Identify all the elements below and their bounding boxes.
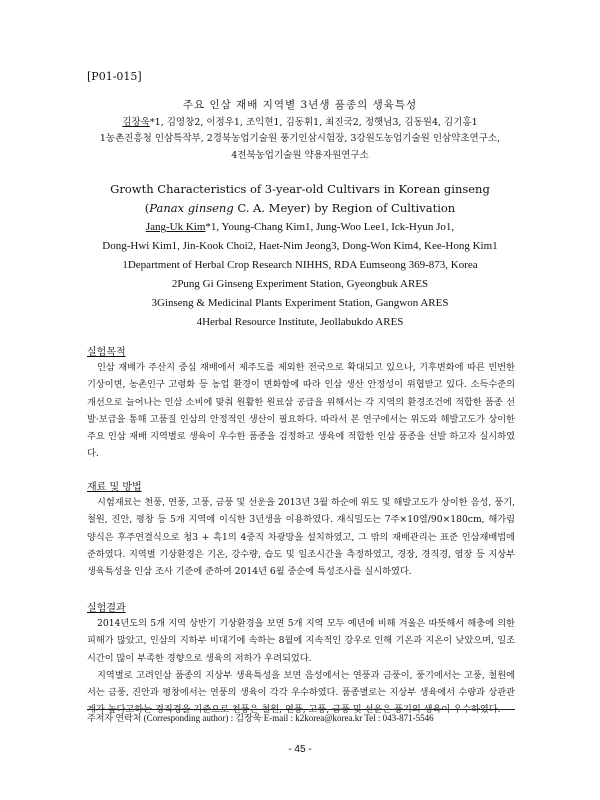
species-name: Panax ginseng — [149, 201, 234, 215]
english-affiliation-1: 1Department of Herbal Crop Research NIHHS, RDA Eumseong 369-873, Korea — [122, 259, 478, 271]
corresponding-author: 주저자 연락처 (Corresponding author) : 김장욱 E-mail : k2korea@korea.kr Tel : 043-871-5546 — [87, 713, 434, 723]
page-number: - 45 - — [288, 744, 312, 755]
english-lead-author: Jang-Uk Kim — [145, 221, 206, 233]
result-text-2: 지역별로 고려인삼 품종의 지상부 생육특성을 보면 음성에서는 연풍과 금풍이, 풍기에서는 고풍, 철원에서는 금풍, 진안과 평창에서는 연풍의 생육이 각각 우수하였다. 품종별로는 지상부 생육에서 수량과 상관관계가 높다고하는 경직경을 기준으로 천풍은 철원, 연풍, 고풍, 금풍 및 선운은 풍기의 생육이 우수하였다. — [87, 669, 515, 716]
footer-divider — [87, 709, 515, 710]
purpose-text: 인삼 재배가 주산지 중심 재배에서 제주도를 제외한 전국으로 확대되고 있으나, 기후변화에 따른 빈번한 기상이변, 농촌인구 고령화 등 농업 환경이 변화함에 따라 인삼 생산 안정성이 위협받고 있다. 소득수준의 개선으로 늘어나는 인삼 소비에 맞춰 원활한 원료삼 공급을 위해서는 각 지역의 환경조건에 적합한 품종 선발·보급을 통해 고품질 인삼의 안정적인 생산이 필요하다. 따라서 본 연구에서는 위도와 해발고도가 상이한 주요 인삼 재배 지역별로 생육이 우수한 품종을 검정하고 생육에 적합한 인삼 품종을 선발 하고자 실시하였다. — [87, 362, 515, 460]
korean-coauthors: *1, 김영창2, 이정우1, 조익현1, 김동휘1, 최진국2, 정햇님3, 김동원4, 김기홍1 — [149, 117, 478, 128]
section-heading-method: 재료 및 방법 — [87, 482, 142, 493]
section-heading-result: 실험결과 — [87, 603, 126, 614]
purpose-paragraph — [87, 359, 515, 463]
english-title-line-2 — [0, 201, 600, 215]
english-authors-line-1 — [0, 221, 600, 233]
title-paren: ( — [144, 201, 150, 215]
english-affiliation-2: 2Pung Gi Ginseng Experiment Station, Gyeongbuk ARES — [171, 278, 429, 290]
korean-authors — [0, 114, 600, 128]
section-heading-purpose: 실험목적 — [87, 347, 126, 358]
title-rest: C. A. Meyer) by Region of Cultivation — [233, 201, 456, 215]
english-affiliation-4: 4Herbal Resource Institute, Jeollabukdo ARES — [196, 316, 404, 328]
korean-title: 주요 인삼 재배 지역별 3년생 품종의 생육특성 — [182, 99, 418, 111]
method-paragraph — [87, 494, 515, 580]
abstract-code: [P01-015] — [87, 70, 142, 83]
english-coauthors-1: *1, Young-Chang Kim1, Jung-Woo Lee1, Ick-Hyun Jo1, — [205, 221, 455, 233]
english-title-line-1: Growth Characteristics of 3-year-old Cultivars in Korean ginseng — [110, 182, 490, 196]
korean-affiliation-2: 4전북농업기술원 약용자원연구소 — [231, 150, 369, 161]
korean-lead-author: 김장욱 — [122, 117, 150, 128]
english-authors-line-2: Dong-Hwi Kim1, Jin-Kook Choi2, Haet-Nim Jeong3, Dong-Won Kim4, Kee-Hong Kim1 — [102, 240, 498, 252]
method-text: 시험재료는 천풍, 연풍, 고풍, 금풍 및 선운을 2013년 3월 하순에 위도 및 해발고도가 상이한 음성, 풍기, 철원, 진안, 평창 등 5개 지역에 이식한 3년생을 이용하였다. 재식밀도는 7주×10열/90×180cm, 해가림 양식은 후주연결식으로 청3 + 흑1의 4중직 차광망을 설치하였고, 그 밖의 재배관리는 표준 인삼재배법에 준하였다. 지역별 기상환경은 기온, 강수량, 습도 및 일조시간을 측정하였고, 경장, 경직경, 엽장 등 지상부 생육특성을 인삼 조사 기준에 준하여 2014년 6월 중순에 특성조사를 실시하였다. — [87, 497, 515, 578]
result-paragraph — [87, 615, 515, 719]
result-text-1: 2014년도의 5개 지역 상반기 기상환경을 보면 5개 지역 모두 예년에 비해 겨울은 따뜻해서 해충에 의한 피해가 많았고, 인삼의 지하부 비대기에 속하는 8월에 지속적인 강우로 인해 기온과 지온이 낮았으며, 일조시간이 많이 부족한 경향으로 생육의 저하가 우려되었다. — [87, 618, 515, 664]
korean-affiliation-1: 1농촌진흥청 인삼특작부, 2경북농업기술원 풍기인삼시험장, 3강원도농업기술원 인삼약초연구소, — [99, 133, 501, 144]
english-affiliation-3: 3Ginseng & Medicinal Plants Experiment Station, Gangwon ARES — [151, 297, 449, 309]
